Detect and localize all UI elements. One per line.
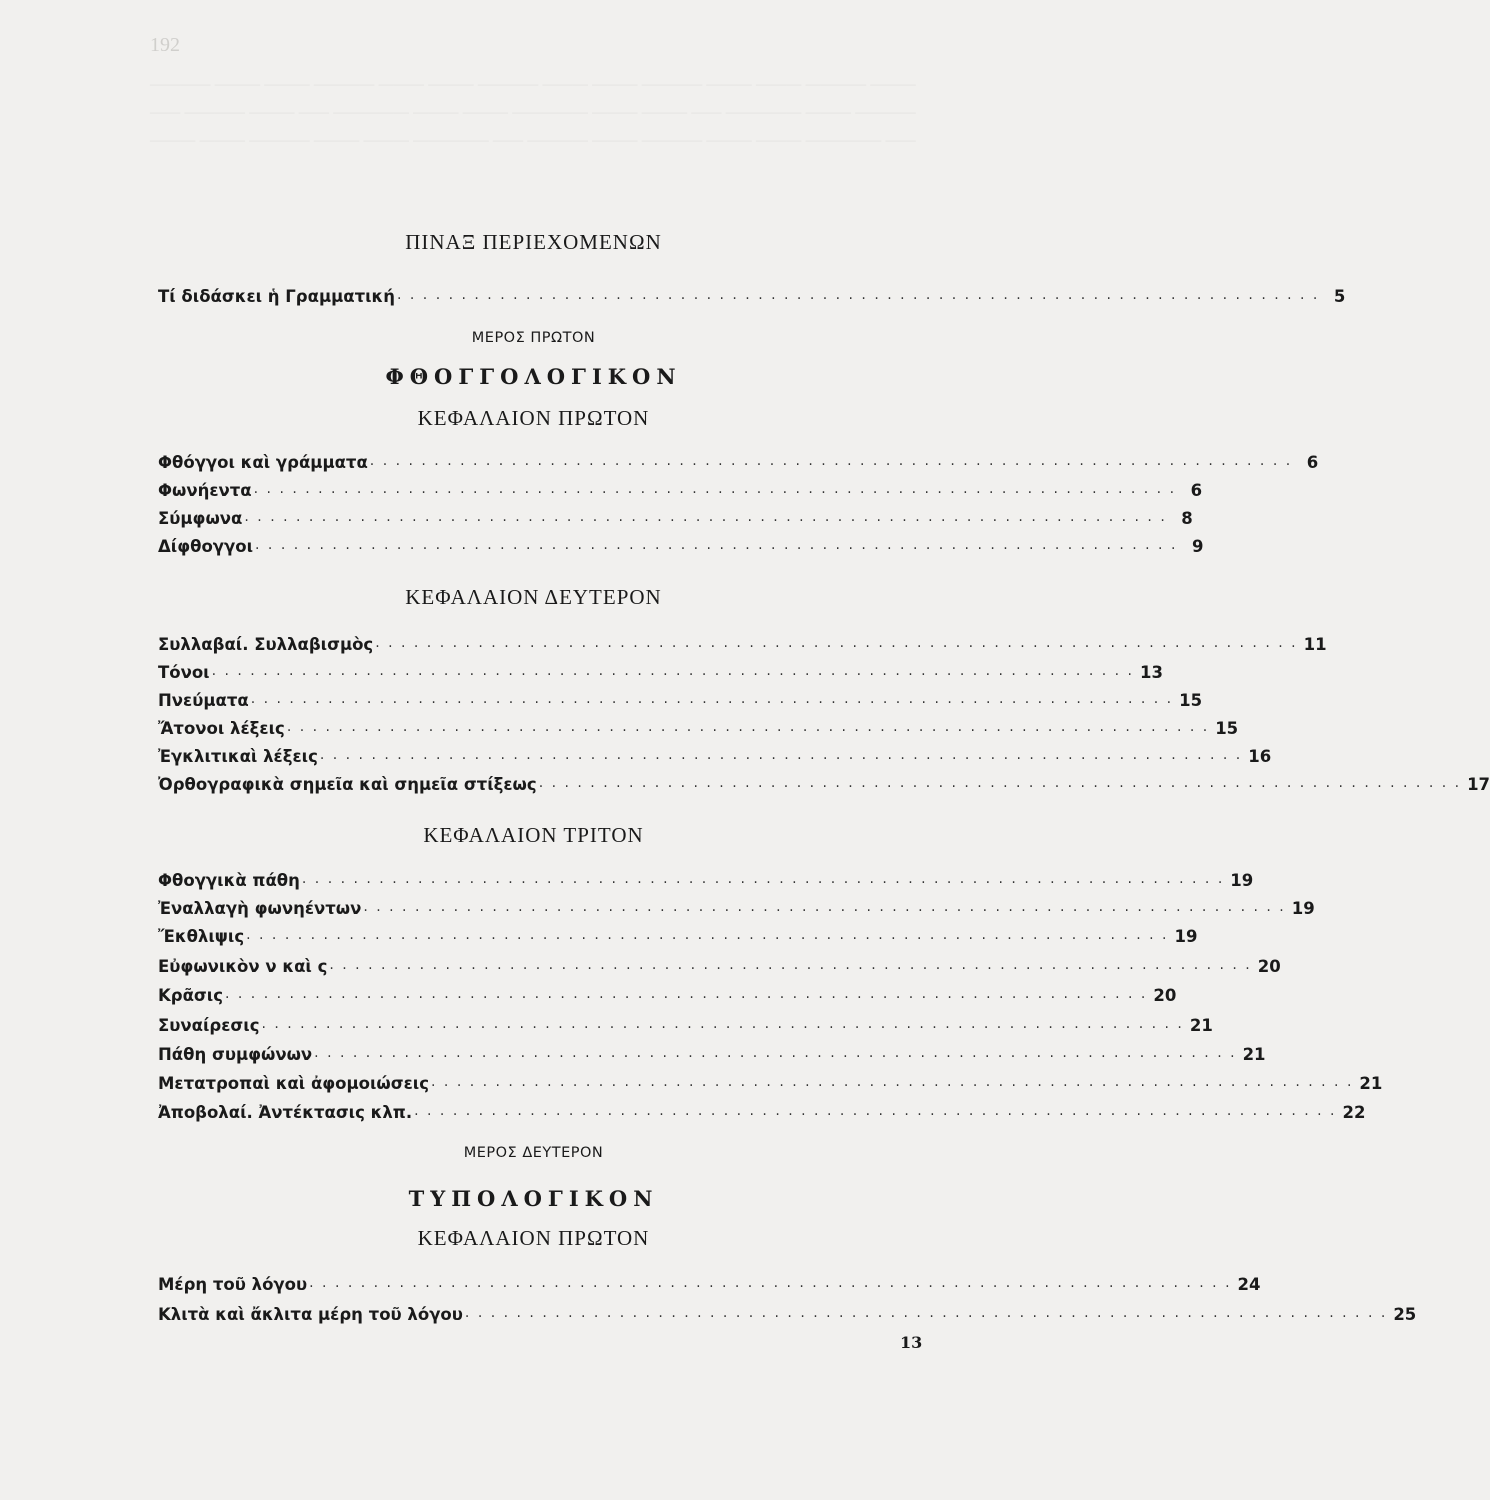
toc-entry-page: 6	[1306, 453, 1319, 472]
toc-entry-label: Κρᾶσις	[158, 986, 223, 1005]
toc-entry-label: Ἀποβολαί. Ἀντέκτασις κλπ.	[158, 1103, 413, 1122]
toc-entry[interactable]	[158, 712, 1239, 738]
toc-entry-label: Πάθη συμφώνων	[158, 1045, 313, 1064]
toc-entry-label: Μετατροπαὶ καὶ ἀφομοιώσεις	[158, 1074, 430, 1093]
chapter-title: ΚΕΦΑΛΑΙΟΝ ΠΡΩΤΟΝ	[417, 406, 650, 430]
toc-entry-page: 19	[1230, 871, 1254, 890]
toc-entry-page: 17	[1467, 775, 1490, 794]
leader-dots: . . . . . . . . . . . . . . . . . . . . . . . . . . . . . . . . . . . . . . . . . . . . . . . . . . . . . . . . . . . . . . . . . . . . . . . .	[314, 1045, 1237, 1061]
toc-entry-label: Ὀρθογραφικὰ σημεῖα καὶ σημεῖα στίξεως	[158, 775, 537, 794]
toc-entry-page: 11	[1303, 635, 1327, 654]
toc-entry-page: 5	[1333, 287, 1346, 306]
toc-entry[interactable]	[158, 1067, 1383, 1093]
page-title: ΠΙΝΑΞ ΠΕΡΙΕΧΟΜΕΝΩΝ	[405, 230, 662, 254]
part-label: ΜΕΡΟΣ ΠΡΩΤΟΝ	[471, 330, 596, 346]
leader-dots: . . . . . . . . . . . . . . . . . . . . . . . . . . . . . . . . . . . . . . . . . . . . . . . . . . . . . . . . . . . . . . . . . . . . . . . .	[538, 775, 1462, 791]
leader-dots: . . . . . . . . . . . . . . . . . . . . . . . . . . . . . . . . . . . . . . . . . . . . . . . . . . . . . . . . . . . . . . . . . . . . . . . .	[375, 635, 1298, 651]
toc-entry-page: 24	[1237, 1275, 1261, 1294]
leader-dots: . . . . . . . . . . . . . . . . . . . . . . . . . . . . . . . . . . . . . . . . . . . . . . . . . . . . . . . . . . . . . . . . . . . . . . . .	[397, 287, 1320, 303]
toc-entry[interactable]	[158, 892, 1315, 918]
toc-entry-label: Τί διδάσκει ἡ Γραμματική	[158, 287, 395, 306]
chapter-title: ΚΕΦΑΛΑΙΟΝ ΠΡΩΤΟΝ	[417, 1226, 650, 1250]
toc-entry-label: Σύμφωνα	[158, 509, 243, 528]
toc-entry-label: Φωνήεντα	[158, 481, 252, 500]
toc-entry-label: Φθογγικὰ πάθη	[158, 871, 300, 890]
part-heading: ΦΘΟΓΓΟΛΟΓΙΚΟΝ	[385, 364, 682, 389]
leader-dots: . . . . . . . . . . . . . . . . . . . . . . . . . . . . . . . . . . . . . . . . . . . . . . . . . . . . . . . . . . . . . . . . . . . . . . . .	[431, 1074, 1354, 1090]
toc-entry-page: 21	[1189, 1016, 1213, 1035]
leader-dots: . . . . . . . . . . . . . . . . . . . . . . . . . . . . . . . . . . . . . . . . . . . . . . . . . . . . . . . . . . . . . . . . . . . . . . . .	[309, 1275, 1232, 1291]
toc-entry-page: 6	[1190, 481, 1203, 500]
toc-entry[interactable]	[158, 1298, 1417, 1324]
leader-dots: . . . . . . . . . . . . . . . . . . . . . . . . . . . . . . . . . . . . . . . . . . . . . . . . . . . . . . . . . . . . . . . . . . . . . . . .	[250, 691, 1174, 707]
toc-entry[interactable]	[158, 446, 1319, 472]
toc-entry-page: 25	[1393, 1305, 1417, 1324]
toc-entry-page: 19	[1291, 899, 1315, 918]
toc-entry[interactable]	[158, 1096, 1366, 1122]
toc-entry-page: 15	[1215, 719, 1239, 738]
toc-entry-label: Ἄτονοι λέξεις	[158, 719, 285, 738]
chapter-title: ΚΕΦΑΛΑΙΟΝ ΔΕΥΤΕΡΟΝ	[405, 585, 662, 609]
toc-entry-label: Δίφθογγοι	[158, 537, 254, 556]
leader-dots: . . . . . . . . . . . . . . . . . . . . . . . . . . . . . . . . . . . . . . . . . . . . . . . . . . . . . . . . . . . . . . . . . . . . . . . .	[464, 1305, 1388, 1321]
toc-entry[interactable]	[158, 502, 1193, 528]
toc-entry[interactable]	[158, 1268, 1261, 1294]
toc-entry[interactable]	[158, 1009, 1213, 1035]
toc-entry[interactable]	[158, 740, 1272, 766]
toc-entry-label: Πνεύματα	[158, 691, 249, 710]
leader-dots: . . . . . . . . . . . . . . . . . . . . . . . . . . . . . . . . . . . . . . . . . . . . . . . . . . . . . . . . . . . . . . . . . . . . . . . .	[261, 1016, 1184, 1032]
part-label: ΜΕΡΟΣ ΔΕΥΤΕΡΟΝ	[463, 1145, 604, 1161]
toc-entry-page: 8	[1181, 509, 1193, 528]
toc-entry[interactable]	[158, 530, 1204, 556]
leader-dots: . . . . . . . . . . . . . . . . . . . . . . . . . . . . . . . . . . . . . . . . . . . . . . . . . . . . . . . . . . . . . . . . . . . . . . . .	[211, 663, 1134, 679]
toc-entry[interactable]	[158, 768, 1490, 794]
bleed-through-page-number: 192	[150, 34, 180, 56]
leader-dots: . . . . . . . . . . . . . . . . . . . . . . . . . . . . . . . . . . . . . . . . . . . . . . . . . . . . . . . . . . . . . . . . . . . . . . . .	[246, 927, 1169, 943]
leader-dots: . . . . . . . . . . . . . . . . . . . . . . . . . . . . . . . . . . . . . . . . . . . . . . . . . . . . . . . . . . . . . . . . . . . . . . . .	[414, 1103, 1337, 1119]
toc-entry-label: Συλλαβαί. Συλλαβισμὸς	[158, 635, 374, 654]
leader-dots: . . . . . . . . . . . . . . . . . . . . . . . . . . . . . . . . . . . . . . . . . . . . . . . . . . . . . . . . . . . . . . . . . . . . . . . .	[286, 719, 1210, 735]
toc-entry[interactable]	[158, 864, 1254, 890]
toc-entry[interactable]	[158, 684, 1203, 710]
toc-entry[interactable]	[158, 1038, 1266, 1064]
toc-entry-label: Συναίρεσις	[158, 1016, 260, 1035]
toc-entry-label: Φθόγγοι καὶ γράμματα	[158, 453, 368, 472]
leader-dots: . . . . . . . . . . . . . . . . . . . . . . . . . . . . . . . . . . . . . . . . . . . . . . . . . . . . . . . . . . . . . . . . . . . . . . . .	[244, 509, 1167, 525]
leader-dots: . . . . . . . . . . . . . . . . . . . . . . . . . . . . . . . . . . . . . . . . . . . . . . . . . . . . . . . . . . . . . . . . . . . . . . . .	[255, 537, 1178, 553]
leader-dots: . . . . . . . . . . . . . . . . . . . . . . . . . . . . . . . . . . . . . . . . . . . . . . . . . . . . . . . . . . . . . . . . . . . . . . . .	[329, 957, 1252, 973]
toc-entry[interactable]	[158, 474, 1203, 500]
toc-entry-page: 16	[1248, 747, 1272, 766]
leader-dots: . . . . . . . . . . . . . . . . . . . . . . . . . . . . . . . . . . . . . . . . . . . . . . . . . . . . . . . . . . . . . . . . . . . . . . . .	[301, 871, 1225, 887]
toc-entry-page: 20	[1153, 986, 1177, 1005]
toc-entry-page: 15	[1179, 691, 1203, 710]
toc-entry-label: Ἔκθλιψις	[158, 927, 245, 946]
toc-entry[interactable]	[158, 628, 1327, 654]
toc-entry-page: 21	[1359, 1074, 1383, 1093]
toc-entry-page: 19	[1174, 927, 1198, 946]
toc-entry-page: 20	[1257, 957, 1281, 976]
toc-entry-page: 9	[1191, 537, 1204, 556]
toc-entry[interactable]	[158, 950, 1281, 976]
leader-dots: . . . . . . . . . . . . . . . . . . . . . . . . . . . . . . . . . . . . . . . . . . . . . . . . . . . . . . . . . . . . . . . . . . . . . . . .	[319, 747, 1243, 763]
chapter-title: ΚΕΦΑΛΑΙΟΝ ΤΡΙΤΟΝ	[423, 823, 644, 847]
toc-entry-label: Τόνοι	[158, 663, 210, 682]
leader-dots: . . . . . . . . . . . . . . . . . . . . . . . . . . . . . . . . . . . . . . . . . . . . . . . . . . . . . . . . . . . . . . . . . . . . . . . .	[253, 481, 1177, 497]
bleed-through-texture: ​———— ——— ——— ———— ——— ——— ———— ——— ——— ———— ——— ——— ———— ——— ​—— ———— ——— —— ————— ——— ——— ————— ——— ——— —— ————— ——— ———— ​——— ——— ———— ——— ——— ————— —— ———— ——— ———— ——— ——— ————— ——	[150, 74, 916, 149]
toc-entry-label: Εὐφωνικὸν ν καὶ ς	[158, 957, 328, 976]
toc-entry[interactable]	[158, 979, 1177, 1005]
leader-dots: . . . . . . . . . . . . . . . . . . . . . . . . . . . . . . . . . . . . . . . . . . . . . . . . . . . . . . . . . . . . . . . . . . . . . . . .	[369, 453, 1293, 469]
toc-entry-page: 21	[1242, 1045, 1266, 1064]
part-heading: ΤΥΠΟΛΟΓΙΚΟΝ	[408, 1186, 659, 1211]
toc-entry-intro[interactable]	[158, 280, 1346, 306]
toc-entry[interactable]	[158, 656, 1163, 682]
page-number: 13	[900, 1333, 923, 1352]
toc-entry-page: 22	[1342, 1103, 1366, 1122]
toc-entry-label: Κλιτὰ καὶ ἄκλιτα μέρη τοῦ λόγου	[158, 1305, 463, 1324]
toc-entry[interactable]	[158, 920, 1198, 946]
toc-entry-label: Ἐγκλιτικαὶ λέξεις	[158, 747, 318, 766]
toc-entry-label: Μέρη τοῦ λόγου	[158, 1275, 308, 1294]
toc-entry-page: 13	[1140, 663, 1163, 682]
leader-dots: . . . . . . . . . . . . . . . . . . . . . . . . . . . . . . . . . . . . . . . . . . . . . . . . . . . . . . . . . . . . . . . . . . . . . . . .	[363, 899, 1286, 915]
leader-dots: . . . . . . . . . . . . . . . . . . . . . . . . . . . . . . . . . . . . . . . . . . . . . . . . . . . . . . . . . . . . . . . . . . . . . . . .	[225, 986, 1148, 1002]
toc-entry-label: Ἐναλλαγὴ φωνηέντων	[158, 899, 362, 918]
